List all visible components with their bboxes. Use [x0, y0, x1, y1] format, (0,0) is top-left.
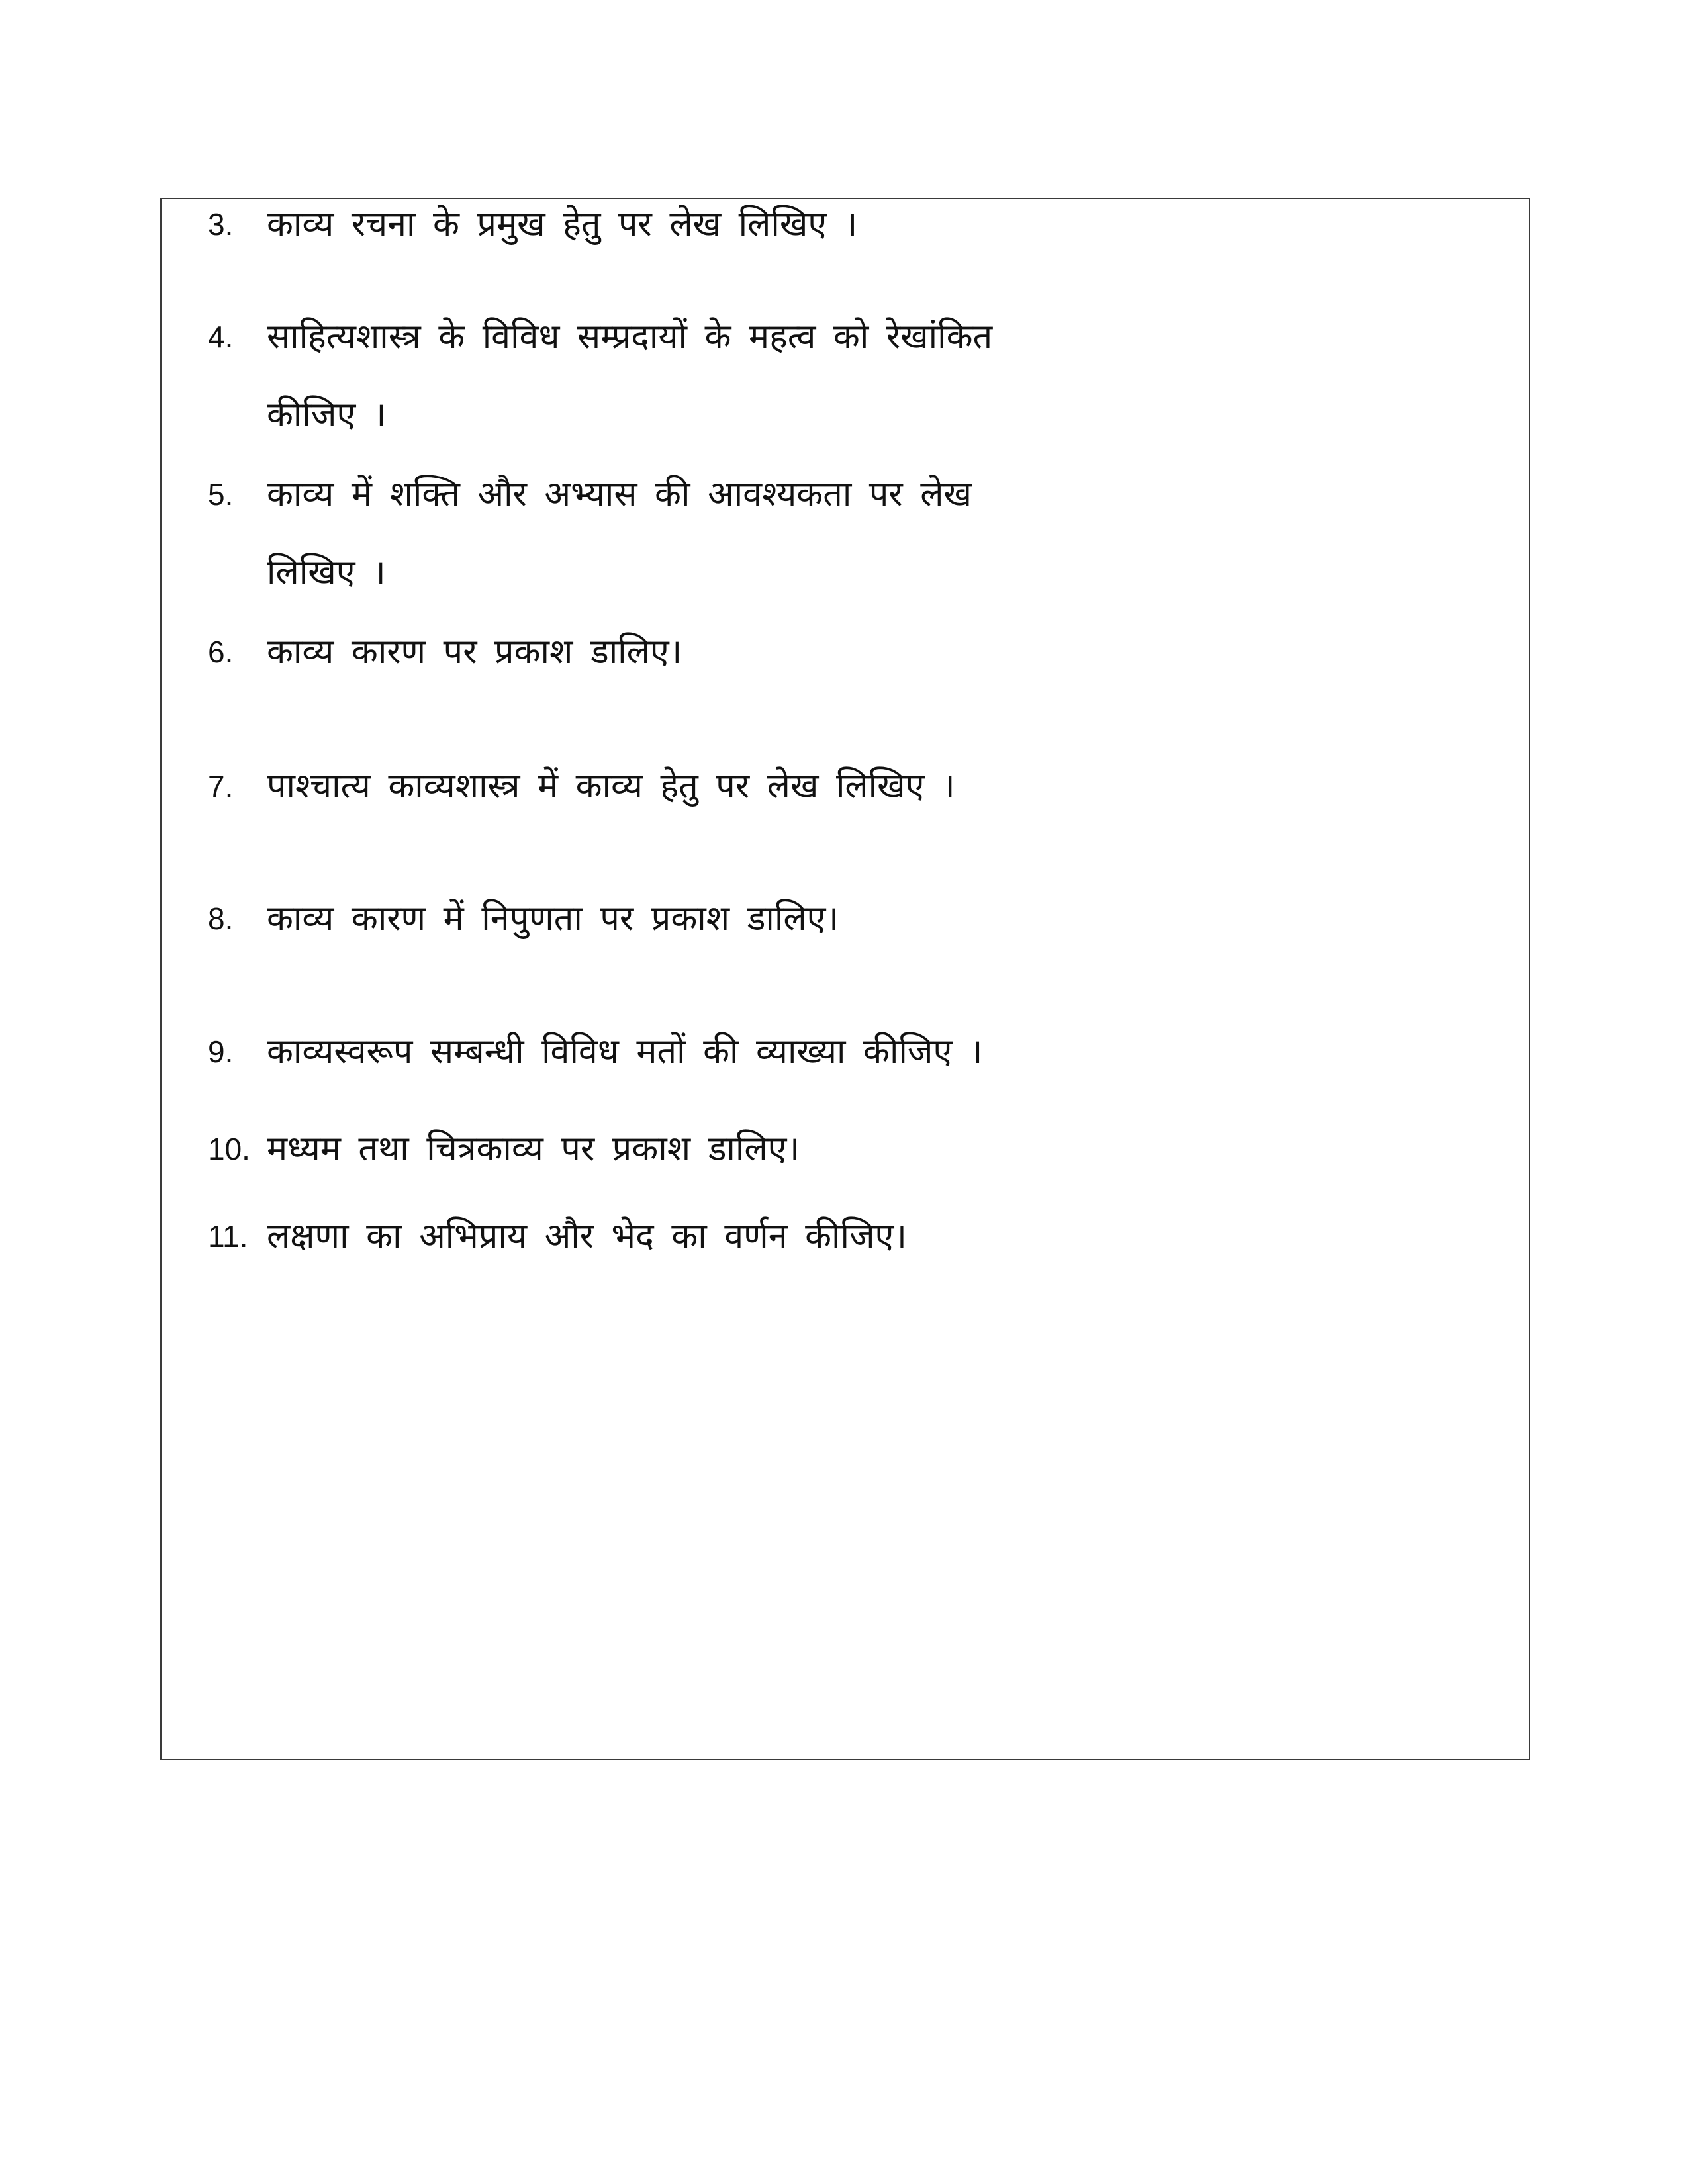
question-number: 7.: [208, 769, 234, 803]
question-item-10: [0, 1119, 1688, 1179]
question-item-7: [0, 756, 1688, 816]
question-item-6: [0, 622, 1688, 682]
question-number: 10.: [208, 1132, 250, 1166]
question-item-8: [0, 889, 1688, 948]
question-number: 3.: [208, 207, 234, 242]
question-text-continued: लिखिए ।: [267, 553, 386, 592]
question-item-5: [0, 465, 1688, 524]
question-text: मध्यम तथा चित्रकाव्य पर प्रकाश डालिए।: [267, 1129, 800, 1169]
question-number: 9.: [208, 1034, 234, 1069]
question-item-3: [0, 195, 1688, 254]
question-item-4: [0, 307, 1688, 367]
question-item-5-continued: [0, 543, 1688, 602]
question-text: काव्य रचना के प्रमुख हेतु पर लेख लिखिए ।: [267, 205, 858, 244]
question-number: 5.: [208, 477, 234, 512]
question-text: काव्य में शक्ति और अभ्यास की आवश्यकता पर लेख: [267, 475, 972, 514]
question-item-4-continued: [0, 385, 1688, 445]
question-text: लक्षणा का अभिप्राय और भेद का वर्णन कीजिए।: [267, 1216, 908, 1256]
question-number: 4.: [208, 320, 234, 354]
question-number: 11.: [208, 1219, 248, 1253]
question-text: साहित्यशास्त्र के विविध सम्प्रदायों के महत्व को रेखांकित: [267, 317, 993, 357]
question-number: 8.: [208, 901, 234, 936]
question-item-9: [0, 1022, 1688, 1081]
question-text: काव्यस्वरूप सम्बन्धी विविध मतों की व्याख्या कीजिए ।: [267, 1032, 983, 1071]
question-text-continued: कीजिए ।: [267, 395, 387, 435]
question-text: पाश्चात्य काव्यशास्त्र में काव्य हेतु पर लेख लिखिए ।: [267, 766, 955, 806]
question-item-11: [0, 1206, 1688, 1266]
question-text: काव्य कारण पर प्रकाश डालिए।: [267, 632, 682, 672]
question-text: काव्य कारण में निपुणता पर प्रकाश डालिए।: [267, 899, 839, 938]
question-number: 6.: [208, 635, 234, 669]
